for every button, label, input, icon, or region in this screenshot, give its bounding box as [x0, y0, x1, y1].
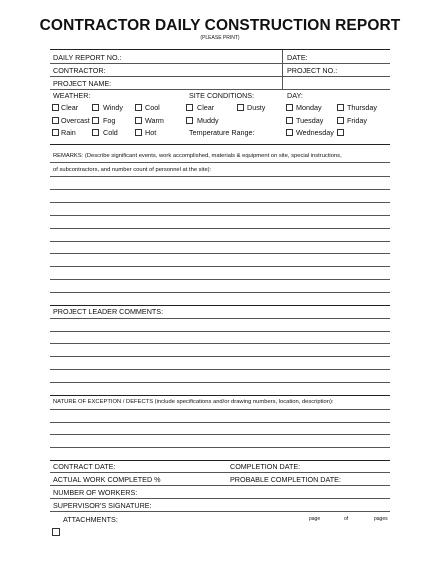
top-border [50, 49, 390, 50]
writing-line[interactable] [50, 331, 390, 332]
writing-line[interactable] [50, 434, 390, 435]
day-monday-label: Monday [296, 103, 322, 112]
probable-completion-label: PROBABLE COMPLETION DATE: [230, 475, 341, 484]
site-clear-label: Clear [197, 103, 215, 112]
weather-clear-label: Clear [61, 103, 79, 112]
site-muddy-label: Muddy [197, 116, 219, 125]
contractor-label: CONTRACTOR: [53, 66, 106, 75]
day-label: DAY: [287, 91, 303, 100]
writing-line[interactable] [50, 292, 390, 293]
date-label: DATE: [287, 53, 308, 62]
attachments-label: ATTACHMENTS: [63, 515, 118, 524]
weather-warm-checkbox[interactable] [135, 117, 142, 124]
writing-line[interactable] [50, 409, 390, 410]
temperature-range-label: Temperature Range: [189, 128, 255, 137]
remarks-label-line2: of subcontractors, and number count of personnel at the site): [53, 167, 212, 173]
weather-label: WEATHER: [53, 91, 91, 100]
writing-line[interactable] [50, 318, 390, 319]
weather-hot-label: Hot [145, 128, 157, 137]
writing-line[interactable] [50, 189, 390, 190]
project-name-label: PROJECT NAME: [53, 79, 112, 88]
weather-overcast-checkbox[interactable] [52, 117, 59, 124]
weather-cold-checkbox[interactable] [92, 129, 99, 136]
writing-line[interactable] [50, 447, 390, 448]
page-label: page [309, 516, 321, 522]
footer-line-1[interactable] [50, 472, 390, 473]
report-title: CONTRACTOR DAILY CONSTRUCTION REPORT [39, 17, 401, 34]
report-subtitle: (PLEASE PRINT) [200, 35, 240, 41]
weather-hot-checkbox[interactable] [135, 129, 142, 136]
writing-line[interactable] [50, 369, 390, 370]
exceptions-section-border [50, 395, 390, 396]
day-friday-checkbox[interactable] [337, 117, 344, 124]
writing-line[interactable] [50, 215, 390, 216]
column-divider [282, 50, 283, 90]
day-tuesday-checkbox[interactable] [286, 117, 293, 124]
day-monday-checkbox[interactable] [286, 104, 293, 111]
conditions-bottom-border [50, 144, 390, 145]
weather-rain-label: Rain [61, 128, 76, 137]
writing-line[interactable] [50, 266, 390, 267]
day-wednesday-checkbox[interactable] [286, 129, 293, 136]
footer-line-3[interactable] [50, 498, 390, 499]
contract-date-label: CONTRACT DATE: [53, 462, 116, 471]
writing-line[interactable] [50, 279, 390, 280]
completion-date-label: COMPLETION DATE: [230, 462, 301, 471]
workers-label: NUMBER OF WORKERS: [53, 488, 138, 497]
writing-line[interactable] [50, 176, 390, 177]
writing-line[interactable] [50, 241, 390, 242]
row-line-1[interactable] [50, 63, 390, 64]
leader-section-border [50, 305, 390, 306]
of-label: of [344, 516, 349, 522]
writing-line[interactable] [50, 356, 390, 357]
weather-windy-checkbox[interactable] [92, 104, 99, 111]
signature-label: SUPERVISOR'S SIGNATURE: [53, 501, 152, 510]
writing-line[interactable] [50, 253, 390, 254]
weather-cool-checkbox[interactable] [135, 104, 142, 111]
attachments-checkbox[interactable] [52, 528, 60, 536]
row-line-3[interactable] [50, 89, 390, 90]
project-no-label: PROJECT NO.: [287, 66, 338, 75]
weather-rain-checkbox[interactable] [52, 129, 59, 136]
daily-report-no-label: DAILY REPORT NO.: [53, 53, 122, 62]
pages-label: pages [374, 516, 388, 522]
weather-fog-label: Fog [103, 116, 116, 125]
weather-cool-label: Cool [145, 103, 160, 112]
remarks-line[interactable] [50, 162, 390, 163]
writing-line[interactable] [50, 228, 390, 229]
work-completed-label: ACTUAL WORK COMPLETED % [53, 475, 161, 484]
site-dusty-label: Dusty [247, 103, 266, 112]
writing-line[interactable] [50, 422, 390, 423]
leader-comments-label: PROJECT LEADER COMMENTS: [53, 307, 164, 316]
writing-line[interactable] [50, 343, 390, 344]
footer-top-border [50, 460, 390, 461]
day-thursday-checkbox[interactable] [337, 104, 344, 111]
footer-line-4[interactable] [50, 511, 390, 512]
day-tuesday-label: Tuesday [296, 116, 324, 125]
weather-clear-checkbox[interactable] [52, 104, 59, 111]
site-clear-checkbox[interactable] [186, 104, 193, 111]
site-dusty-checkbox[interactable] [237, 104, 244, 111]
site-conditions-label: SITE CONDITIONS: [189, 91, 255, 100]
day-friday-label: Friday [347, 116, 367, 125]
row-line-2[interactable] [50, 76, 390, 77]
remarks-label-line1: REMARKS: (Describe significant events, work accomplished, materials & equipment on site, special instructions, [53, 153, 342, 159]
weather-overcast-label: Overcast [61, 116, 90, 125]
writing-line[interactable] [50, 202, 390, 203]
footer-line-2[interactable] [50, 485, 390, 486]
day-wednesday-label: Wednesday [296, 128, 334, 137]
weather-fog-checkbox[interactable] [92, 117, 99, 124]
weather-warm-label: Warm [145, 116, 164, 125]
site-muddy-checkbox[interactable] [186, 117, 193, 124]
weather-cold-label: Cold [103, 128, 118, 137]
day-thursday-label: Thursday [347, 103, 377, 112]
exceptions-label: NATURE OF EXCEPTION / DEFECTS (include specifications and/or drawing numbers, location, description): [53, 399, 334, 405]
writing-line[interactable] [50, 382, 390, 383]
day-extra-checkbox[interactable] [337, 129, 344, 136]
weather-windy-label: Windy [103, 103, 123, 112]
